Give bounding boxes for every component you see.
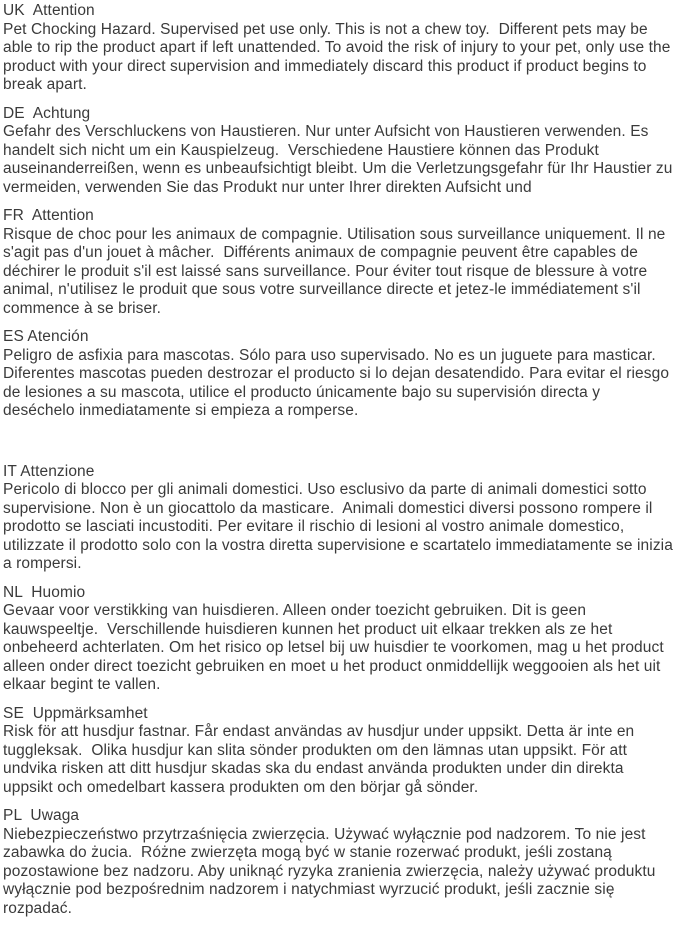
- section-heading-nl: NL Huomio: [3, 583, 86, 601]
- warning-section-uk: [3, 2, 673, 95]
- section-heading-pl: PL Uwaga: [3, 807, 80, 824]
- section-body-es: Peligro de asfixia para mascotas. Sólo para uso supervisado. No es un juguete para masticar. Diferentes mascotas pueden destrozar el producto si lo dejan desatendido. Para evitar el riesgo de lesiones a su mascota, utilice el producto únicamente bajo su supervisión directa y deséchelo inmediatamente si empieza a romperse.: [3, 346, 674, 419]
- section-heading-fr: FR Attention: [3, 207, 94, 224]
- section-body-de: Gefahr des Verschluckens von Haustieren. Nur unter Aufsicht von Haustieren verwenden. Es handelt sich nicht um ein Kauspielzeug. Verschiedene Haustiere können das Produkt auseinanderreißen, wenn es unbeaufsichtigt bleibt. Um die Verletzungsgefahr für Ihr Haustier zu vermeiden, verwenden Sie das Produkt nur unter Ihrer direkten Aufsicht und: [3, 123, 677, 196]
- section-heading-uk: UK Attention: [3, 2, 95, 19]
- section-body-nl: Gevaar voor verstikking van huisdieren. Alleen onder toezicht gebruiken. Dit is geen kauwspeeltje. Verschillende huisdieren kunnen het product uit elkaar trekken als ze het onbeheerd achterlaten. Om het risico op letsel bij uw huisdier te voorkomen, mag u het product alleen onder direct toezicht gebruiken en moet u het product onmiddellijk weggooien als het uit elkaar begint te vallen.: [3, 602, 669, 693]
- section-heading-se: SE Uppmärksamhet: [3, 704, 148, 722]
- warning-section-fr: [3, 207, 673, 318]
- section-body-se: Risk för att husdjur fastnar. Får endast användas av husdjur under uppsikt. Detta är inte en tuggleksak. Olika husdjur kan slita sönder produkten om den lämnas utan uppsikt. För att undvika risken att ditt husdjur skadas ska du endast använda produkten under din direkta uppsikt och omedelbart kassera produkten om den börjar gå sönder.: [3, 723, 639, 796]
- section-body-uk: Pet Chocking Hazard. Supervised pet use only. This is not a chew toy. Different pets may be able to rip the product apart if left unattended. To avoid the risk of injury to your pet, only use the product with your direct supervision and immediately discard this product if product begins to break apart.: [3, 20, 675, 93]
- warning-section-es: [3, 328, 673, 421]
- warning-section-pl: [3, 807, 673, 918]
- section-heading-de: DE Achtung: [3, 104, 91, 122]
- warning-section-de: [3, 104, 677, 198]
- section-body-pl: Niebezpieczeństwo przytrzaśnięcia zwierzęcia. Używać wyłącznie pod nadzorem. To nie jest zabawka do żucia. Różne zwierzęta mogą być w stanie rozerwać produkt, jeśli zostaną pozostawione bez nadzoru. Aby uniknąć ryzyka zranienia zwierzęcia, należy używać produktu wyłącznie pod bezpośrednim nadzorem i natychmiast wyrzucić produkt, jeśli zacznie się rozpadać.: [3, 825, 660, 917]
- section-body-it: Pericolo di blocco per gli animali domestici. Uso esclusivo da parte di animali domestici sotto supervisione. Non è un giocattolo da masticare. Animali domestici diversi possono rompere il prodotto se lasciati incustoditi. Per evitare il rischio di lesioni al vostro animale domestico, utilizzate il prodotto solo con la vostra diretta supervisione e scartatelo immediatamente se inizia a rompersi.: [3, 481, 678, 572]
- warning-section-se: [3, 705, 673, 798]
- section-body-fr: Risque de choc pour les animaux de compagnie. Utilisation sous surveillance uniquement. Il ne s'agit pas d'un jouet à mâcher. Différents animaux de compagnie peuvent être capables de déchirer le produit s'il est laissé sans surveillance. Pour éviter tout risque de blessure à votre animal, n'utilisez le produit que sous votre surveillance directe et jetez-le immédiatement s'il commence à se briser.: [3, 225, 670, 317]
- warning-section-nl: [3, 584, 673, 695]
- warning-section-it: [3, 462, 678, 574]
- section-heading-es: ES Atención: [3, 328, 89, 345]
- section-heading-it: IT Attenzione: [3, 462, 95, 480]
